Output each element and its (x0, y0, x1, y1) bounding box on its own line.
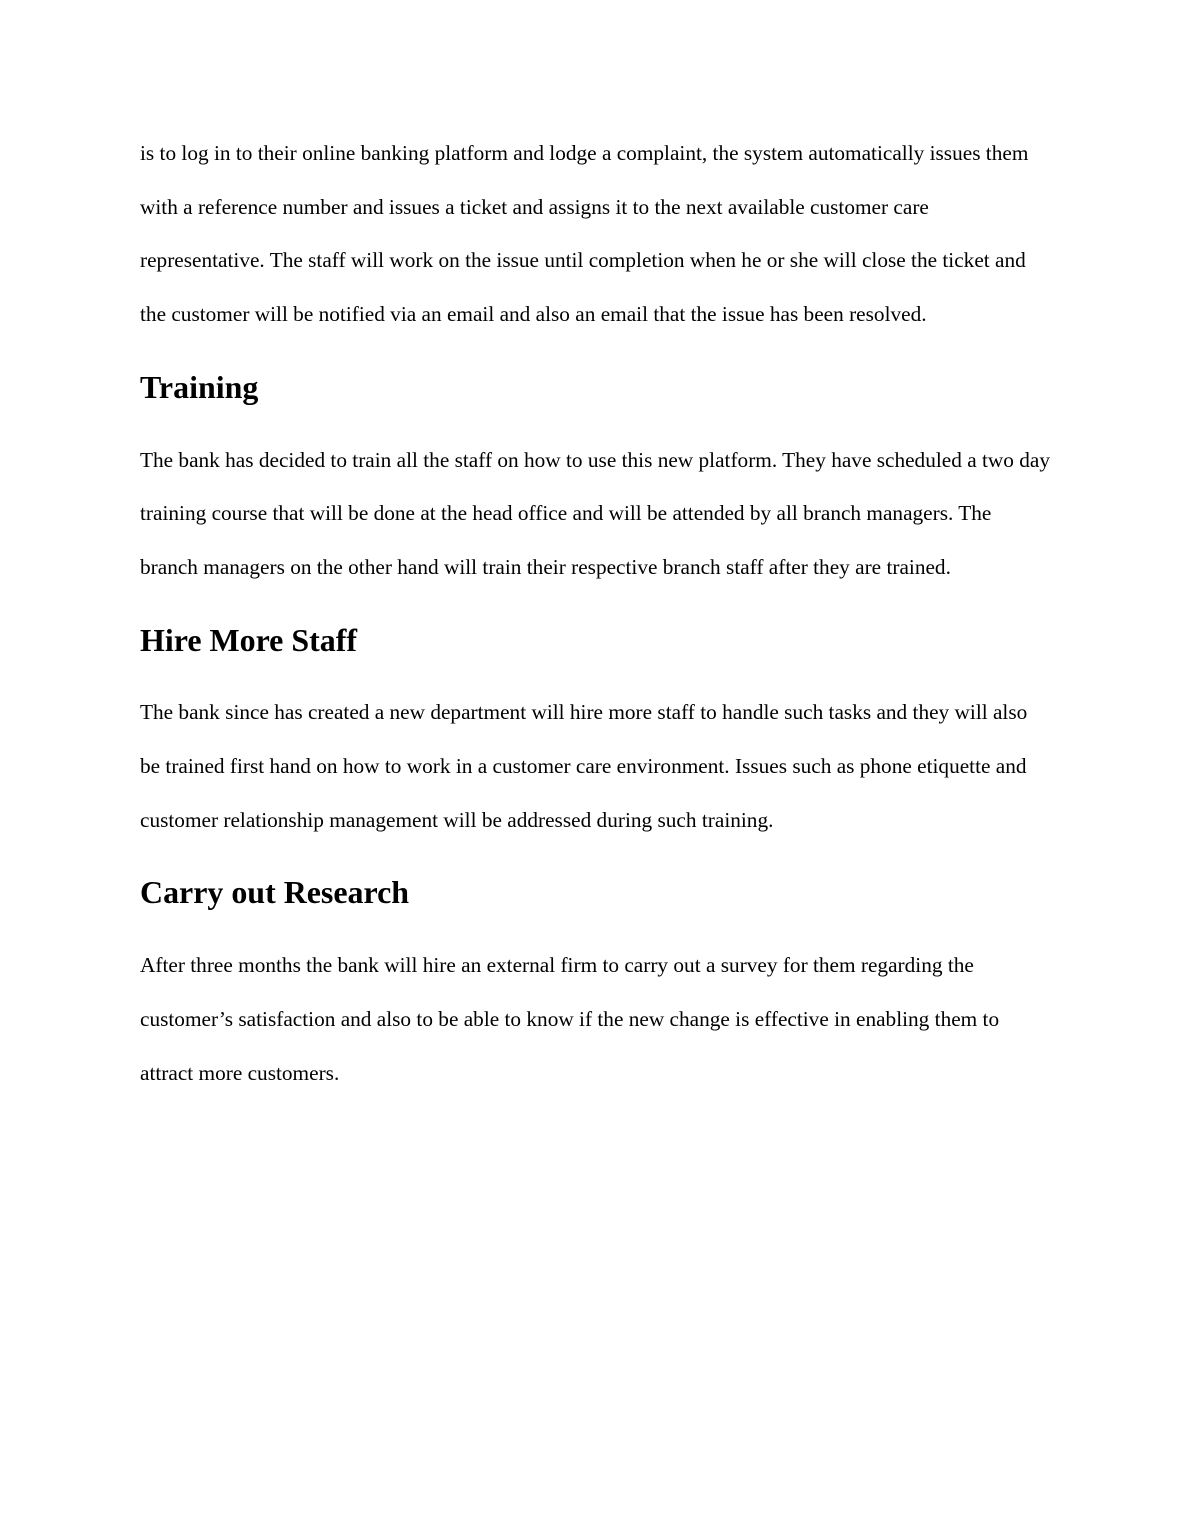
heading-training: Training (140, 369, 259, 405)
paragraph-hire-more-staff: The bank since has created a new department will hire more staff to handle such tasks and they will also be trained first hand on how to work in a customer care environment. Issues such as phone etiquette and customer relationship management will be addressed during such training. (140, 700, 1028, 832)
heading-carry-out-research: Carry out Research (140, 875, 410, 911)
paragraph-complaint-process: is to log in to their online banking platform and lodge a complaint, the system automatically issues them with a reference number and issues a ticket and assigns it to the next available customer care representative. The staff will work on the issue until completion when he or she will close the ticket and the customer will be notified via an email and also an email that the issue has been resolved. (140, 141, 1029, 327)
heading-hire-more-staff: Hire More Staff (140, 622, 357, 658)
paragraph-training: The bank has decided to train all the staff on how to use this new platform. They have scheduled a two day training course that will be done at the head office and will be attended by all branch managers. The branch managers on the other hand will train their respective branch staff after they are trained. (140, 447, 1050, 579)
document-body (140, 127, 1050, 1100)
paragraph-carry-out-research: After three months the bank will hire an external firm to carry out a survey for them regarding the customer’s satisfaction and also to be able to know if the new change is effective in enabling them to attract more customers. (140, 953, 1000, 1085)
